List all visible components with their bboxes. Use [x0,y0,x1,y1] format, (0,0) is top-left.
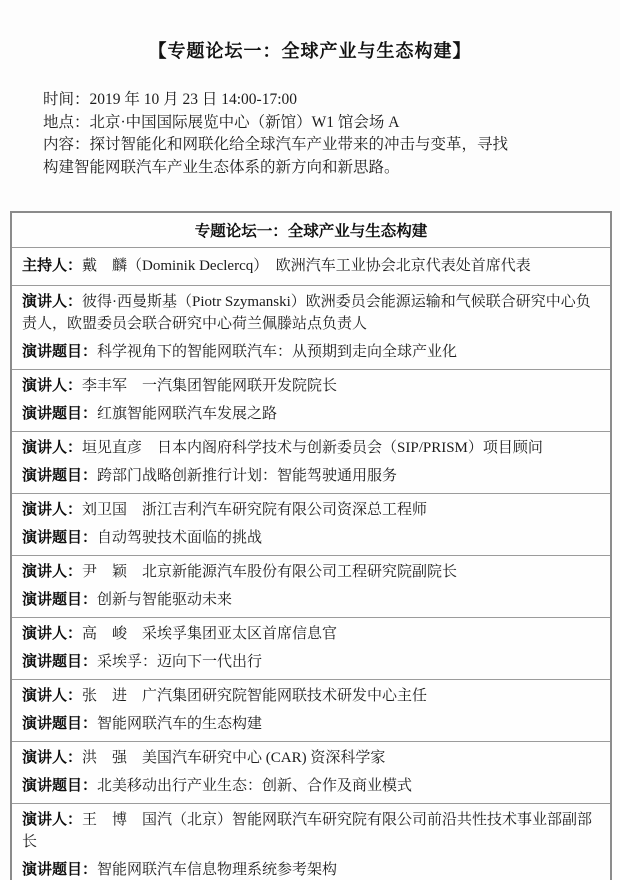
topic-line [22,651,600,673]
event-time: 时间：2019 年 10 月 23 日 14:00-17:00 [43,91,298,108]
topic-label: 演讲题目： [22,468,98,484]
speaker-label: 演讲人： [22,626,83,642]
speaker-name: 王 博 国汽（北京）智能网联汽车研究院有限公司前沿共性技术事业部副部长 [22,812,593,850]
speaker-label: 演讲人： [22,294,83,310]
topic-label: 演讲题目： [22,862,98,878]
topic-line [22,859,600,880]
event-description-line2: 构建智能网联汽车产业生态体系的新方向和新思路。 [43,158,400,176]
event-description-line1: 内容：探讨智能化和网联化给全球汽车产业带来的冲击与变革，寻找 [43,136,509,153]
speaker-name: 高 峻 采埃孚集团亚太区首席信息官 [82,626,338,642]
topic-label: 演讲题目： [22,654,98,670]
topic-line [22,403,600,425]
moderator-label: 主持人： [22,258,83,274]
topic-title: 北美移动出行产业生态：创新、合作及商业模式 [97,778,413,794]
speaker-name: 彼得·西曼斯基（Piotr Szymanski）欧洲委员会能源运输和气候联合研究中心负责人，欧盟委员会联合研究中心荷兰佩滕站点负责人 [22,294,591,332]
topic-title: 创新与智能驱动未来 [97,592,233,608]
moderator-name: 戴 麟（Dominik Declercq） 欧洲汽车工业协会北京代表处首席代表 [82,258,531,274]
page-title: 【专题论坛一：全球产业与生态构建】 [148,41,472,61]
topic-line [22,713,600,735]
speaker-line [22,623,600,645]
moderator-row [12,247,610,285]
topic-title: 自动驾驶技术面临的挑战 [97,530,263,546]
speaker-row [12,803,610,880]
topic-line [22,589,600,611]
speaker-row [12,369,610,431]
speaker-row [12,493,610,555]
speaker-row [12,431,610,493]
topic-title: 红旗智能网联汽车发展之路 [97,406,278,422]
speaker-label: 演讲人： [22,812,83,828]
speaker-line [22,291,600,335]
topic-line [22,775,600,797]
speaker-label: 演讲人： [22,378,83,394]
speaker-line [22,747,600,769]
speaker-label: 演讲人： [22,564,83,580]
table-header: 专题论坛一：全球产业与生态构建 [194,223,428,240]
topic-label: 演讲题目： [22,530,98,546]
speaker-line [22,437,600,459]
speaker-line [22,561,600,583]
speaker-name: 张 进 广汽集团研究院智能网联技术研发中心主任 [82,688,428,704]
speaker-row [12,741,610,803]
topic-label: 演讲题目： [22,344,98,360]
topic-title: 跨部门战略创新推行计划：智能驾驶通用服务 [97,468,398,484]
topic-line [22,527,600,549]
speaker-label: 演讲人： [22,688,83,704]
topic-label: 演讲题目： [22,406,98,422]
topic-title: 智能网联汽车的生态构建 [97,716,263,732]
speaker-name: 李丰军 一汽集团智能网联开发院院长 [82,378,338,394]
speaker-line [22,375,600,397]
speaker-label: 演讲人： [22,502,83,518]
topic-line [22,465,600,487]
speaker-line [22,809,600,853]
moderator-line [22,255,600,277]
event-location: 地点：北京·中国国际展览中心（新馆）W1 馆会场 A [43,113,400,131]
event-info [43,89,582,179]
speaker-label: 演讲人： [22,440,83,456]
topic-label: 演讲题目： [22,592,98,608]
topic-title: 智能网联汽车信息物理系统参考架构 [97,862,338,878]
topic-label: 演讲题目： [22,778,98,794]
topic-line [22,341,600,363]
topic-label: 演讲题目： [22,716,98,732]
speaker-row [12,285,610,369]
topic-title: 科学视角下的智能网联汽车：从预期到走向全球产业化 [97,344,458,360]
speaker-label: 演讲人： [22,750,83,766]
speaker-name: 垣见直彦 日本内阁府科学技术与创新委员会（SIP/PRISM）项目顾问 [82,440,543,456]
speaker-name: 尹 颖 北京新能源汽车股份有限公司工程研究院副院长 [82,564,458,580]
speaker-row [12,617,610,679]
speaker-row [12,679,610,741]
topic-title: 采埃孚：迈向下一代出行 [97,654,263,670]
speaker-line [22,499,600,521]
speaker-row [12,555,610,617]
speaker-name: 刘卫国 浙江吉利汽车研究院有限公司资深总工程师 [82,502,428,518]
speaker-line [22,685,600,707]
speaker-name: 洪 强 美国汽车研究中心 (CAR) 资深科学家 [82,750,386,766]
agenda-table [10,211,612,880]
